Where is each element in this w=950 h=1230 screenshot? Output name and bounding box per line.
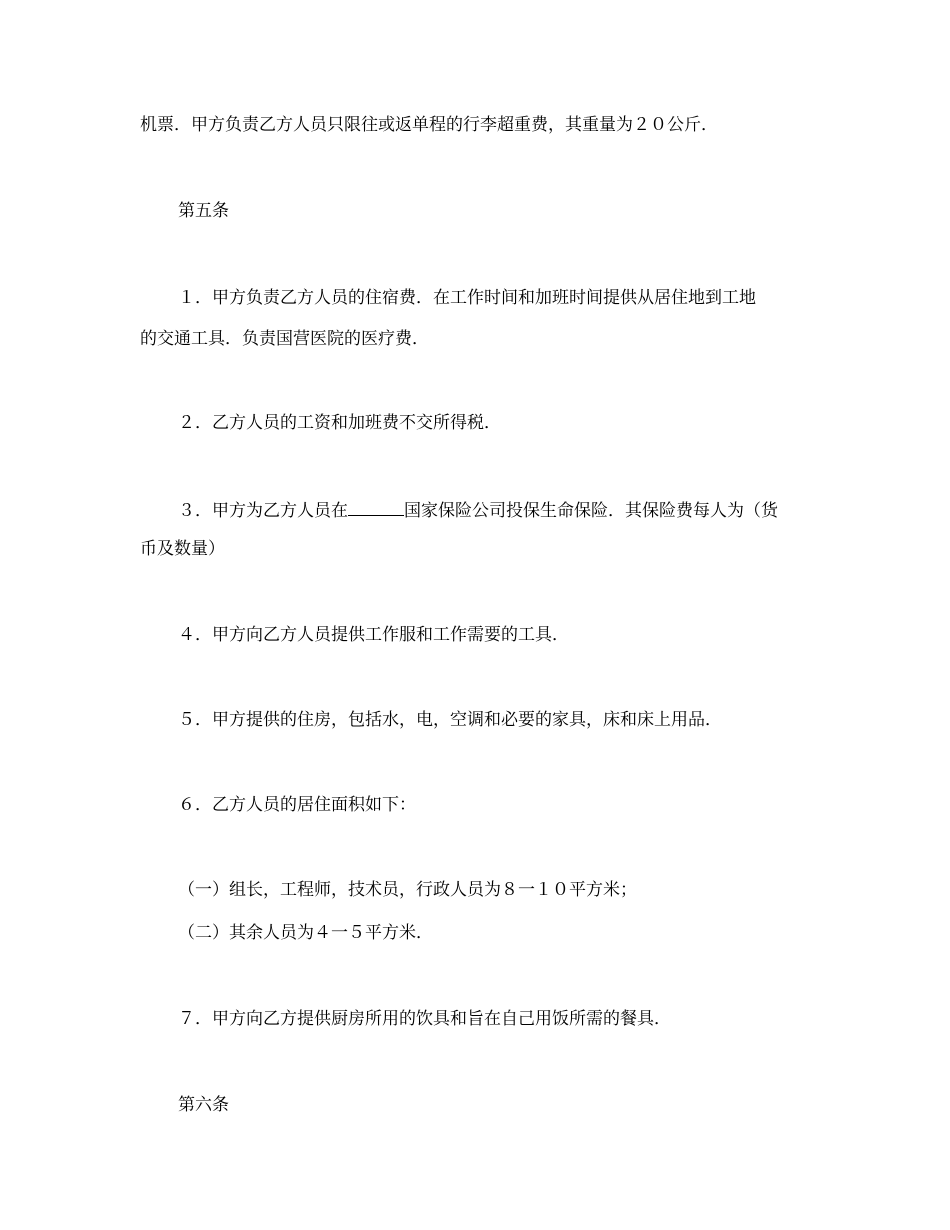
clause-4: ４．甲方向乙方人员提供工作服和工作需要的工具． xyxy=(178,625,569,645)
clause-7: ７．甲方向乙方提供厨房所用的饮具和旨在自己用饭所需的餐具． xyxy=(178,1009,671,1029)
clause-1-line-1: １．甲方负责乙方人员的住宿费．在工作时间和加班时间提供从居住地到工地 xyxy=(178,288,756,308)
clause-2: ２．乙方人员的工资和加班费不交所得税． xyxy=(178,413,501,433)
clause-5: ５．甲方提供的住房，包括水，电，空调和必要的家具，床和床上用品． xyxy=(178,710,722,730)
article-6-heading: 第六条 xyxy=(178,1095,229,1115)
fill-in-blank xyxy=(348,497,404,516)
clause-3-line-1 xyxy=(178,497,778,522)
clause-1-line-2: 的交通工具．负责国营医院的医疗费． xyxy=(140,329,429,349)
clause-6: ６．乙方人员的居住面积如下： xyxy=(178,795,416,815)
sub-item-2: （二）其余人员为４一５平方米． xyxy=(178,923,433,943)
sub-item-1: （一）组长，工程师，技术员，行政人员为８一１０平方米； xyxy=(178,880,637,900)
article-5-heading: 第五条 xyxy=(178,201,229,221)
clause-3-suffix: 国家保险公司投保生命保险．其保险费每人为（货 xyxy=(404,501,778,521)
paragraph-airfare-baggage: 机票．甲方负责乙方人员只限往或返单程的行李超重费，其重量为２０公斤． xyxy=(140,115,718,135)
clause-3-line-2: 币及数量） xyxy=(140,539,225,559)
clause-3-prefix: ３．甲方为乙方人员在 xyxy=(178,501,348,521)
